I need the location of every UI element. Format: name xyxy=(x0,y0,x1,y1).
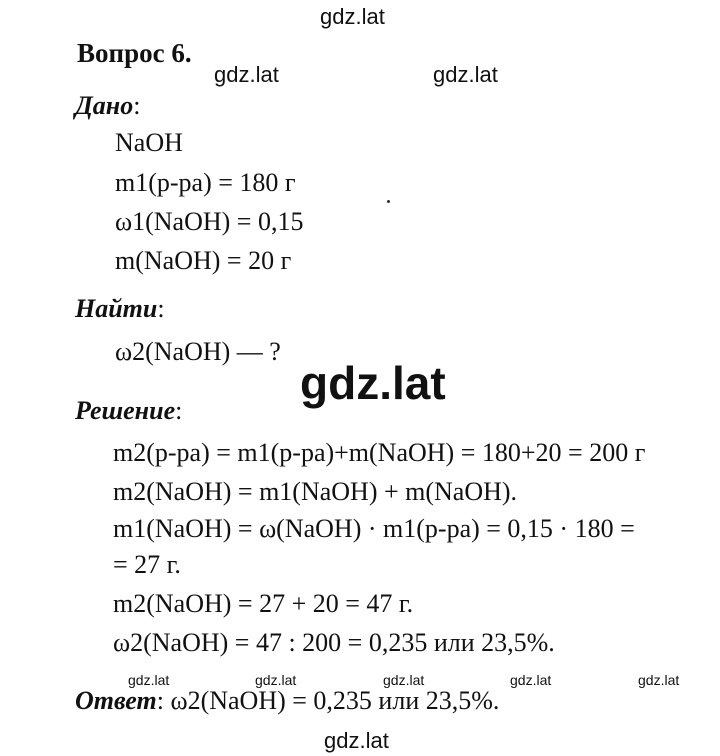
watermark-center: gdz.lat xyxy=(300,357,446,409)
watermark-row-2: gdz.lat xyxy=(255,672,297,688)
given-heading-text: Дано xyxy=(75,91,134,120)
watermark-row-1: gdz.lat xyxy=(128,672,170,688)
given-heading xyxy=(75,91,140,121)
solution-line-5: m2(NaOH) = 27 + 20 = 47 г. xyxy=(113,589,414,618)
watermark-row-4: gdz.lat xyxy=(510,672,552,688)
find-heading xyxy=(75,294,165,324)
watermark-top: gdz.lat xyxy=(320,4,385,29)
answer-text: ω2(NaOH) = 0,235 или 23,5%. xyxy=(163,686,500,715)
watermark-bottom: gdz.lat xyxy=(324,728,389,753)
solution-line-4: = 27 г. xyxy=(113,550,181,579)
watermark-row-3: gdz.lat xyxy=(383,672,425,688)
solution-line-3: m1(NaOH) = ω(NaOH) · m1(р-ра) = 0,15 · 180 = xyxy=(113,514,635,543)
solution-heading-text: Решение xyxy=(75,396,176,425)
stray-dot xyxy=(387,200,390,203)
given-line-4: m(NaOH) = 20 г xyxy=(115,246,292,275)
watermark-left: gdz.lat xyxy=(214,62,279,87)
watermark-row-5: gdz.lat xyxy=(638,672,680,688)
given-heading-colon: : xyxy=(133,91,141,120)
find-heading-text: Найти xyxy=(75,294,158,323)
solution-line-1: m2(р-ра) = m1(р-ра)+m(NaOH) = 180+20 = 200 г xyxy=(113,438,646,467)
find-line-1: ω2(NaOH) — ? xyxy=(115,337,281,366)
answer-label: Ответ xyxy=(75,686,157,715)
given-line-1: NaOH xyxy=(115,128,183,157)
solution-heading xyxy=(75,396,182,426)
solution-line-6: ω2(NaOH) = 47 : 200 = 0,235 или 23,5%. xyxy=(113,628,555,657)
solution-line-2: m2(NaOH) = m1(NaOH) + m(NaOH). xyxy=(113,477,518,506)
question-title: Вопрос 6. xyxy=(77,38,192,68)
given-line-3: ω1(NaOH) = 0,15 xyxy=(115,207,304,236)
watermark-right: gdz.lat xyxy=(433,62,498,87)
answer-colon: : xyxy=(156,686,164,715)
solution-heading-colon: : xyxy=(175,396,183,425)
answer xyxy=(75,686,499,716)
given-line-2: m1(р-ра) = 180 г xyxy=(115,168,296,197)
find-heading-colon: : xyxy=(157,294,165,323)
